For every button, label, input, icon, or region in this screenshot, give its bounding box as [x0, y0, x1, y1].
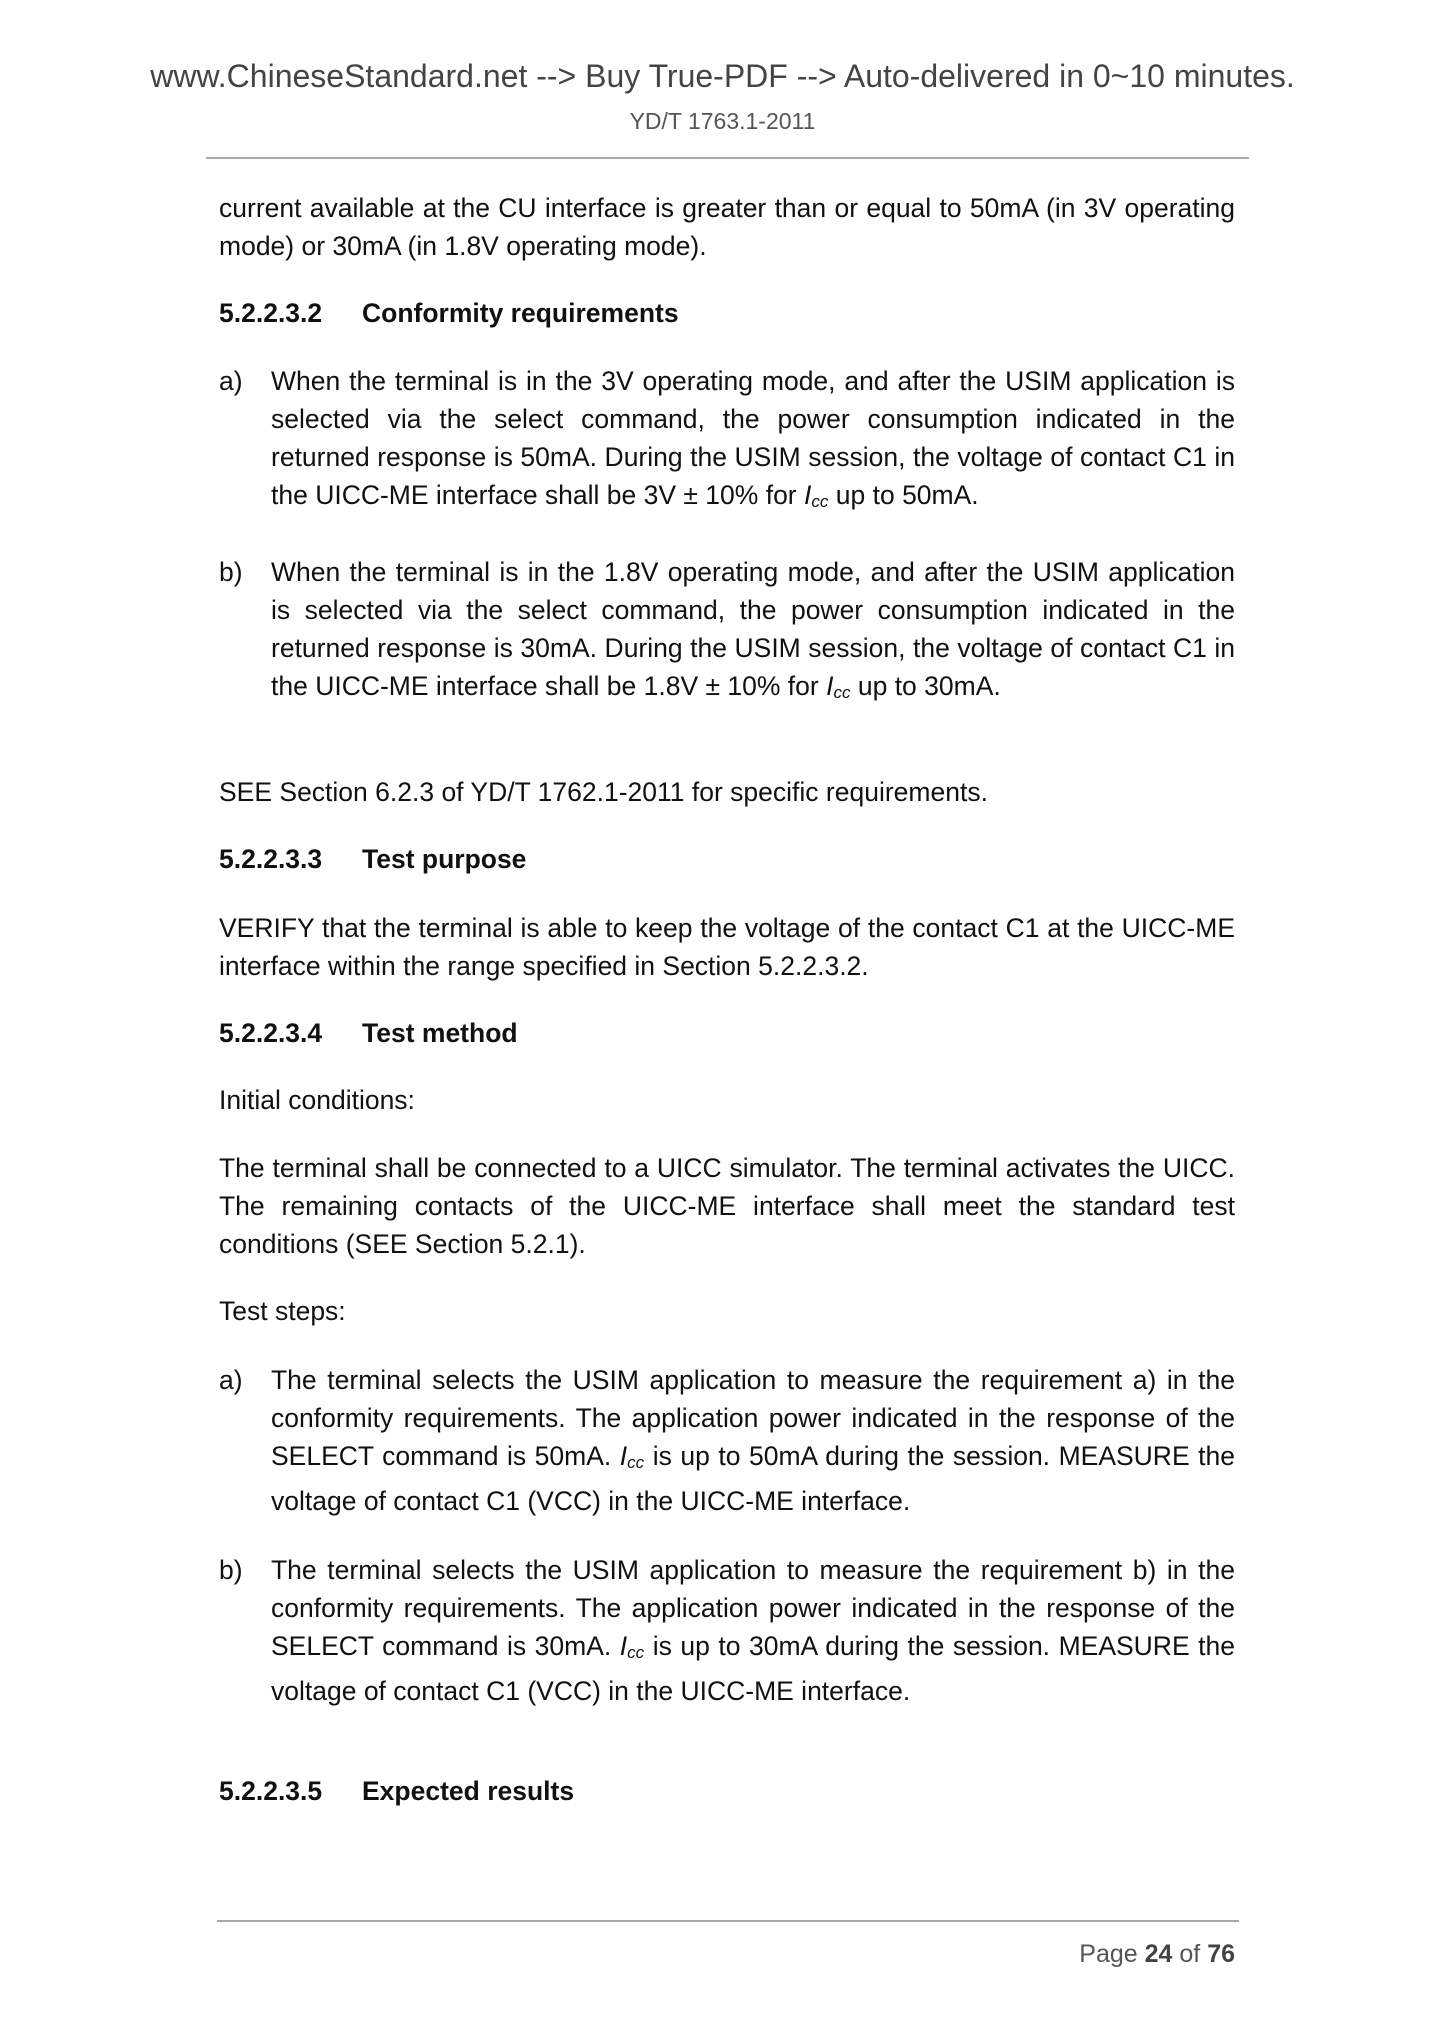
icc-symbol: $I_{cc}$ [619, 1441, 645, 1472]
section-title: Test purpose [362, 844, 527, 874]
header-rule [206, 157, 1249, 159]
section-number: 5.2.2.3.5 [219, 1776, 323, 1806]
step-text: The terminal selects the USIM application to measure the requirement a) in the conformity requirements. The application power indicated in the response of the SELECT command is 50mA. [271, 1365, 1235, 1471]
intro-paragraph: current available at the CU interface is greater than or equal to 50mA (in 3V operating mode) or 30mA (in 1.8V operating mode). [219, 193, 1235, 261]
test-steps-label: Test steps: [219, 1296, 346, 1326]
section-heading-conformity [219, 294, 1235, 332]
footer-rule [217, 1920, 1239, 1922]
requirement-a [219, 362, 1235, 521]
icc-symbol: $I_{cc}$ [619, 1631, 645, 1662]
list-label: a) [219, 1365, 243, 1395]
initial-conditions-text: The terminal shall be connected to a UICC simulator. The terminal activates the UICC. The remaining contacts of the UICC-ME interface shall meet the standard test conditions (SEE Section 5.2.1). [219, 1153, 1235, 1259]
section-heading-expected-results [219, 1772, 1235, 1810]
verify-paragraph: VERIFY that the terminal is able to keep the voltage of the contact C1 at the UICC-ME interface within the range specified in Section 5.2.2.3.2. [219, 913, 1235, 981]
test-step-b [219, 1551, 1235, 1710]
step-text: The terminal selects the USIM application to measure the requirement b) in the conformity requirements. The application power indicated in the response of the SELECT command is 30mA. [271, 1555, 1235, 1661]
initial-conditions-label: Initial conditions: [219, 1085, 415, 1115]
list-label: b) [219, 557, 243, 587]
list-label: a) [219, 366, 243, 396]
section-number: 5.2.2.3.4 [219, 1018, 323, 1048]
requirement-tail: up to 50mA. [835, 480, 979, 510]
requirement-b [219, 553, 1235, 712]
icc-symbol: $I_{cc}$ [826, 671, 851, 702]
section-heading-test-method [219, 1014, 1235, 1052]
requirement-text: When the terminal is in the 3V operating mode, and after the USIM application is selected via the select command, the power consumption indicated in the returned response is 50mA. During the USIM session, the voltage of contact C1 in the UICC-ME interface shall be 3V ± 10% for [271, 366, 1235, 510]
section-title: Expected results [362, 1776, 575, 1806]
section-number: 5.2.2.3.2 [219, 298, 323, 328]
see-reference: SEE Section 6.2.3 of YD/T 1762.1-2011 for specific requirements. [219, 777, 988, 807]
requirement-tail: up to 30mA. [857, 671, 1001, 701]
document-id: YD/T 1763.1-2011 [629, 108, 816, 134]
step-tail: is up to 50mA during the session. MEASURE the voltage of contact C1 (VCC) in the UICC-ME interface. [271, 1441, 1235, 1516]
header-banner: www.ChineseStandard.net --> Buy True-PDF --> Auto-delivered in 0~10 minutes. [150, 58, 1295, 94]
section-title: Conformity requirements [362, 298, 679, 328]
page-number: Page 24 of 76 [1079, 1940, 1235, 1968]
section-heading-test-purpose [219, 840, 1235, 878]
icc-symbol: $I_{cc}$ [804, 480, 829, 511]
step-tail: is up to 30mA during the session. MEASURE the voltage of contact C1 (VCC) in the UICC-ME interface. [271, 1631, 1235, 1706]
requirement-text: When the terminal is in the 1.8V operating mode, and after the USIM application is selected via the select command, the power consumption indicated in the returned response is 30mA. During the USIM session, the voltage of contact C1 in the UICC-ME interface shall be 1.8V ± 10% for [271, 557, 1235, 701]
section-title: Test method [362, 1018, 518, 1048]
section-number: 5.2.2.3.3 [219, 844, 323, 874]
list-label: b) [219, 1555, 243, 1585]
test-step-a [219, 1361, 1235, 1520]
